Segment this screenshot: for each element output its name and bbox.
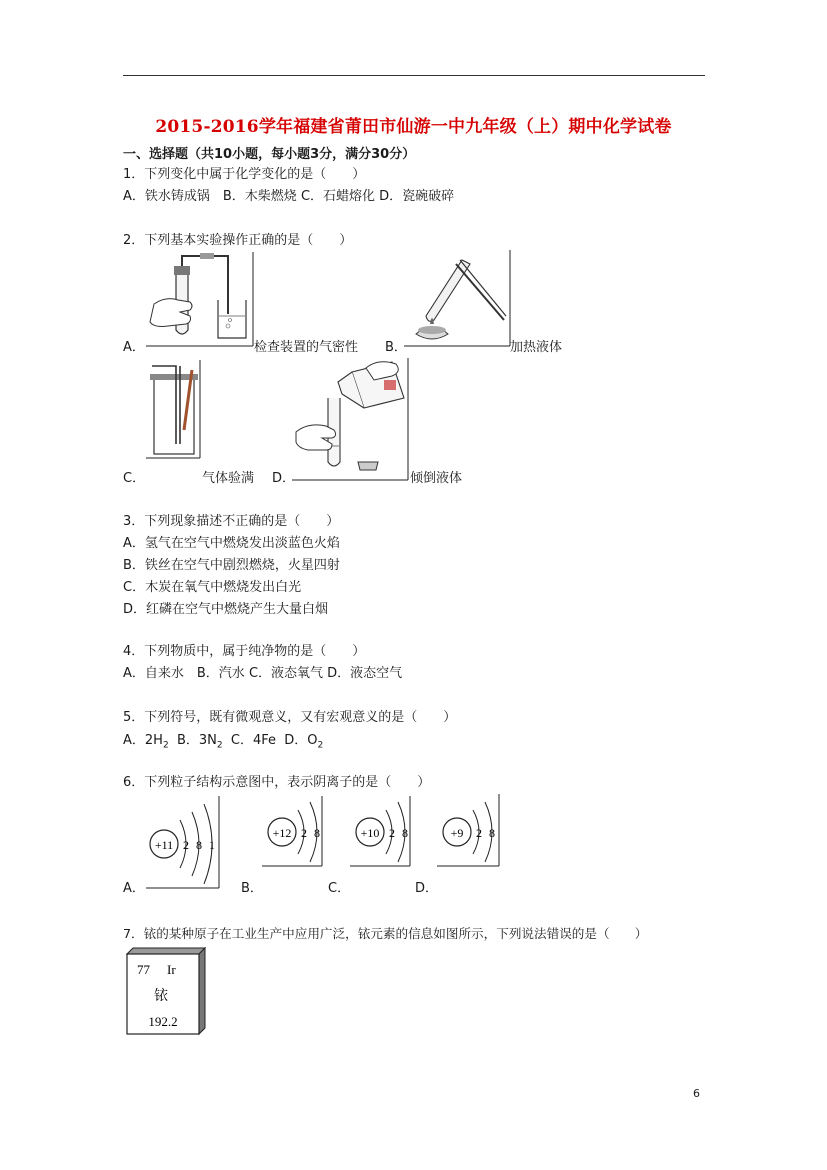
q6-b-shell-1: 2 xyxy=(301,826,307,840)
q6-stem: 6．下列粒子结构示意图中，表示阴离子的是（ ） xyxy=(123,775,431,790)
q5-option-b-subscript: 2 xyxy=(216,740,223,751)
q7-atomic-number: 77 xyxy=(137,962,150,977)
q5-option-b: B．3N xyxy=(176,733,217,748)
q2-a-caption: 检查装置的气密性 xyxy=(254,340,359,355)
q3-option-c: C．木炭在氧气中燃烧发出白光 xyxy=(123,580,302,595)
q6-a-shell-1: 2 xyxy=(183,838,189,852)
q1-stem: 1．下列变化中属于化学变化的是（ ） xyxy=(123,167,366,182)
q6-particle-a-diagram xyxy=(146,796,222,890)
exam-title: 2015-2016学年福建省莆田市仙游一中九年级（上）期中化学试卷 xyxy=(155,117,672,137)
q6-letter-d: D． xyxy=(415,881,439,896)
q6-c-shell-2: 8 xyxy=(402,826,408,840)
q6-letter-b: B． xyxy=(241,881,263,896)
q2-d-letter: D． xyxy=(272,471,296,486)
q6-c-nucleus: +10 xyxy=(360,826,380,840)
q6-b-shell-2: 8 xyxy=(314,826,320,840)
q5-option-c: C．4Fe xyxy=(230,733,276,748)
header-rule xyxy=(123,75,705,76)
q6-d-nucleus: +9 xyxy=(450,826,464,840)
q2-c-caption: 气体验满 xyxy=(202,471,255,486)
q5-option-d-subscript: 2 xyxy=(317,740,324,751)
q6-a-nucleus: +11 xyxy=(154,838,174,852)
q5-option-a: A．2H xyxy=(123,733,163,748)
q7-atomic-mass: 192.2 xyxy=(148,1014,178,1029)
q3-option-a: A．氢气在空气中燃烧发出淡蓝色火焰 xyxy=(123,536,340,551)
q6-a-shell-3: 1 xyxy=(209,838,215,852)
q2-figure-a-airtightness-check xyxy=(146,252,256,348)
q3-option-b: B．铁丝在空气中剧烈燃烧，火星四射 xyxy=(123,558,340,573)
q2-stem: 2．下列基本实验操作正确的是（ ） xyxy=(123,233,353,248)
q6-letter-a: A． xyxy=(123,881,145,896)
q2-a-letter: A． xyxy=(123,340,145,355)
q7-stem: 7．铱的某种原子在工业生产中应用广泛，铱元素的信息如图所示，下列说法错误的是（ ） xyxy=(123,926,648,941)
q7-element-card xyxy=(125,946,207,1036)
q2-c-letter: C． xyxy=(123,471,146,486)
q2-figure-c-gas-test xyxy=(146,360,202,460)
q6-b-nucleus: +12 xyxy=(272,826,292,840)
q4-stem: 4．下列物质中，属于纯净物的是（ ） xyxy=(123,644,366,659)
q7-element-name: 铱 xyxy=(154,988,168,1004)
q6-particle-b-diagram xyxy=(262,796,324,868)
q6-letter-c: C． xyxy=(328,881,351,896)
q6-particle-c-diagram xyxy=(350,796,412,868)
q5-stem: 5．下列符号，既有微观意义，又有宏观意义的是（ ） xyxy=(123,710,457,725)
q5-option-a-subscript: 2 xyxy=(162,740,169,751)
page-number: 6 xyxy=(693,1087,700,1100)
q2-figure-d-pouring-liquid xyxy=(292,358,410,482)
q4-options: A．自来水 B．汽水 C．液态氧气 D．液态空气 xyxy=(123,666,403,681)
q6-a-shell-2: 8 xyxy=(196,838,202,852)
q2-b-letter: B． xyxy=(385,340,407,355)
q2-d-caption: 倾倒液体 xyxy=(410,471,463,486)
q3-stem: 3．下列现象描述不正确的是（ ） xyxy=(123,514,340,529)
q7-element-symbol: Ir xyxy=(167,962,176,977)
q2-figure-b-heating-liquid xyxy=(404,250,512,348)
section-heading: 一、选择题（共10小题，每小题3分，满分30分） xyxy=(123,147,416,162)
q3-option-d: D．红磷在空气中燃烧产生大量白烟 xyxy=(123,602,329,617)
q6-particle-d-diagram xyxy=(437,794,501,868)
q2-b-caption: 加热液体 xyxy=(510,340,563,355)
q6-d-shell-1: 2 xyxy=(476,826,482,840)
q6-c-shell-1: 2 xyxy=(389,826,395,840)
q1-options: A．铁水铸成锅 B．木柴燃烧 C．石蜡熔化 D．瓷碗破碎 xyxy=(123,189,455,204)
q5-option-d: D．O xyxy=(284,733,318,748)
q6-d-shell-2: 8 xyxy=(489,826,495,840)
q5-options xyxy=(123,732,323,755)
